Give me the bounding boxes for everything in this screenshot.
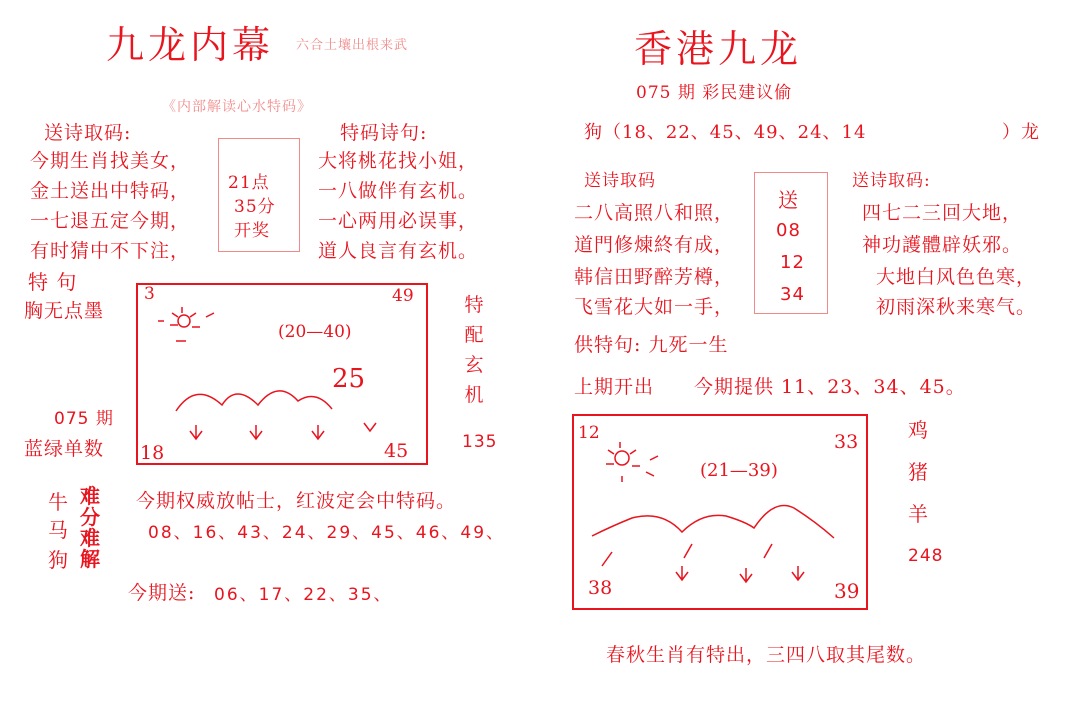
left-poem-a-line-1: 今期生肖找美女， <box>30 150 191 172</box>
left-side-number: 135 <box>462 432 498 452</box>
left-poem-b-line-3: 一心两用必误事， <box>318 210 479 232</box>
left-difficulty-2: 分 <box>80 505 101 529</box>
left-title: 九龙内幕 <box>106 23 275 67</box>
right-poem-a-label: 送诗取码 <box>584 171 656 191</box>
right-poem-a-line-1: 二八高照八和照， <box>574 202 735 224</box>
right-side-number: 248 <box>908 546 944 566</box>
left-time-3: 开奖 <box>234 221 270 241</box>
left-difficulty-1: 难 <box>80 484 101 508</box>
right-poem-a-line-2: 道門修煉終有成， <box>574 234 735 256</box>
left-send-label: 今期送: <box>128 582 196 604</box>
left-time-1: 21点 <box>228 173 270 193</box>
right-send-box-3: 12 <box>780 252 805 273</box>
left-period: 075 期 <box>54 409 114 429</box>
left-poem-b-label: 特码诗句: <box>340 122 428 144</box>
right-poem-b-line-4: 初雨深秋来寒气。 <box>876 296 1037 318</box>
right-send-box-2: 08 <box>776 220 801 241</box>
left-zodiac-2: 马 <box>48 518 69 542</box>
left-time-2: 35分 <box>234 197 276 217</box>
left-side-vertical: 特配玄机 <box>464 294 484 406</box>
right-sketch-corner-br: 39 <box>834 579 860 603</box>
left-special-label: 特 句 <box>28 270 78 294</box>
left-poem-b-line-2: 一八做伴有玄机。 <box>318 180 479 202</box>
left-poem-b-line-4: 道人良言有玄机。 <box>318 240 479 262</box>
right-poem-b-line-3: 大地白风色色寒， <box>876 266 1037 288</box>
left-hint: 蓝绿单数 <box>24 438 105 460</box>
left-numbers: 08、16、43、24、29、45、46、49、 <box>148 523 506 543</box>
left-subtitle: 六合土壤出根来武 <box>296 38 409 53</box>
left-poem-a-line-2: 金土送出中特码， <box>30 180 191 202</box>
left-poem-a-line-3: 一七退五定今期， <box>30 210 191 232</box>
right-sketch-sun-icon <box>606 442 658 482</box>
right-poem-b-label: 送诗取码: <box>852 171 931 191</box>
left-difficulty-4: 解 <box>80 547 101 571</box>
right-special-line: 供特句: 九死一生 <box>574 334 729 356</box>
left-sketch-mid: 25 <box>332 364 366 394</box>
left-header-note: 《内部解读心水特码》 <box>162 99 312 115</box>
left-sketch-corner-br: 45 <box>384 440 409 462</box>
left-poem-a-line-4: 有时猜中不下注， <box>30 240 191 262</box>
right-send-box-1: 送 <box>778 188 799 212</box>
right-dog-suffix: ）龙 <box>1002 122 1040 143</box>
left-sketch-corner-tl: 3 <box>144 284 155 304</box>
right-sketch-range: (21—39) <box>700 460 778 481</box>
left-difficulty-3: 难 <box>80 526 101 550</box>
right-poem-a-line-3: 韩信田野醉芳樽， <box>574 266 735 288</box>
right-sketch-corner-bl: 38 <box>588 577 613 599</box>
left-special-phrase: 胸无点墨 <box>24 300 105 322</box>
right-title: 香港九龙 <box>634 27 803 71</box>
right-poem-b-line-2: 神功護體辟妖邪。 <box>862 234 1023 256</box>
right-sketch-corner-tr: 33 <box>834 431 859 453</box>
right-side-zodiac-3: 羊 <box>908 502 929 526</box>
right-sketch-hills-icon <box>592 506 834 583</box>
right-poem-b-line-1: 四七二三回大地， <box>862 202 1023 224</box>
right-poem-a-line-4: 飞雪花大如一手， <box>574 296 735 318</box>
right-period-line: 075 期 彩民建议偷 <box>636 83 793 103</box>
left-sketch-sun-icon <box>158 307 214 341</box>
left-poem-b-line-1: 大将桃花找小姐， <box>318 150 479 172</box>
left-sketch-range: (20—40) <box>278 322 352 342</box>
left-sketch-hills-icon <box>176 391 376 439</box>
left-zodiac-1: 牛 <box>48 490 69 514</box>
left-sketch-corner-tr: 49 <box>392 286 414 306</box>
left-sketch <box>136 283 428 465</box>
right-side-zodiac-2: 猪 <box>908 460 929 484</box>
right-send-box-4: 34 <box>780 284 805 305</box>
right-bottom-line: 春秋生肖有特出，三四八取其尾数。 <box>606 644 927 666</box>
right-sketch <box>572 414 868 610</box>
right-last-label: 上期开出 <box>574 376 655 398</box>
right-sketch-corner-tl: 12 <box>578 423 600 443</box>
right-offer-line: 今期提供 11、23、34、45。 <box>694 376 966 398</box>
right-side-zodiac-1: 鸡 <box>908 418 929 442</box>
left-poem-a-label: 送诗取码: <box>44 122 132 144</box>
right-dog-prefix: 狗（18、22、45、49、24、14 <box>584 122 867 143</box>
left-send-numbers: 06、17、22、35、 <box>214 585 393 605</box>
left-zodiac-3: 狗 <box>48 548 69 572</box>
left-announce: 今期权威放帖士，红波定会中特码。 <box>136 490 457 512</box>
left-sketch-corner-bl: 18 <box>140 442 165 464</box>
